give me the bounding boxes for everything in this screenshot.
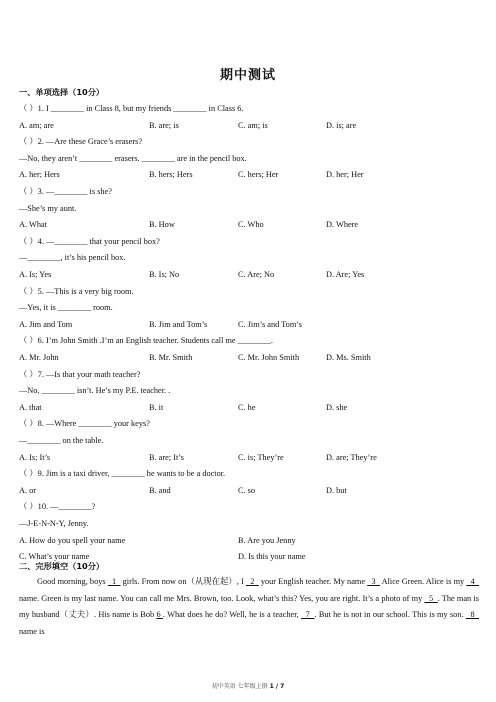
cloze-text: Good morning, boys xyxy=(37,577,108,586)
answer-option[interactable]: C. is; They’re xyxy=(238,452,284,462)
answer-option[interactable]: B. Jim and Tom’s xyxy=(149,319,208,329)
question-stem: （ ）8. —Where ________ your keys? xyxy=(19,419,150,429)
question-stem: （ ）9. Jim is a taxi driver, ________ he wants to be a doctor. xyxy=(19,469,226,479)
answer-option[interactable]: D. is; are xyxy=(326,120,357,130)
answer-option[interactable]: C. Who xyxy=(238,220,264,230)
cloze-blank[interactable]: 3 xyxy=(367,577,380,586)
answer-option[interactable]: D. Is this your name xyxy=(238,552,306,562)
cloze-blank[interactable]: 2 xyxy=(245,577,259,586)
answer-option[interactable]: B. it xyxy=(149,402,164,412)
answer-option[interactable]: C. am; is xyxy=(238,120,268,130)
answer-option[interactable]: D. Where xyxy=(326,220,359,230)
question-stem: （ ）3. —________ is she? xyxy=(19,187,112,196)
answer-option[interactable]: D. Ms. Smith xyxy=(326,353,371,362)
cloze-text: name. Green is my last name. You can call me Mrs. Brown, too. Look, what’s this? Yes, you are right. It’s a photo of my xyxy=(19,593,425,603)
cloze-text: . But he is not in our school. This is my son. xyxy=(314,610,466,619)
footer-course: 初中英语 七年级上册 xyxy=(211,683,268,690)
answer-option[interactable]: C. Jim’s and Tom’s xyxy=(238,319,302,329)
answer-option[interactable]: A. that xyxy=(19,402,42,412)
question-stem: （ ）2. —Are these Grace’s erasers? xyxy=(19,137,143,147)
answer-option[interactable]: D. she xyxy=(326,402,348,412)
answer-option[interactable]: A. or xyxy=(19,485,37,495)
answer-option[interactable]: B. hers; Hers xyxy=(149,170,193,180)
answer-option[interactable]: B. are; is xyxy=(149,120,179,130)
answer-option[interactable]: A. Is; It’s xyxy=(19,452,51,462)
question-stem: （ ）1. I ________ in Class 8, but my friends ________ in Class 6. xyxy=(19,104,244,113)
cloze-blank[interactable]: 1 xyxy=(107,577,121,586)
answer-option[interactable]: C. hers; Her xyxy=(238,170,279,180)
answer-option[interactable]: B. Mr. Smith xyxy=(149,353,193,362)
answer-option[interactable]: D. her; Her xyxy=(326,170,364,180)
cloze-blank[interactable]: 7 xyxy=(301,610,315,619)
answer-option[interactable]: A. Is; Yes xyxy=(19,270,52,279)
answer-option[interactable]: B. Is; No xyxy=(149,270,180,279)
cloze-blank[interactable]: 8 xyxy=(465,610,479,619)
cloze-blank[interactable]: 4 xyxy=(466,577,479,586)
page-footer xyxy=(0,681,496,690)
cloze-text: your English teacher. My name xyxy=(258,577,368,586)
cloze-blank[interactable]: 5 xyxy=(424,593,438,603)
question-stem: （ ）10. —________? xyxy=(19,502,96,512)
answer-option[interactable]: C. Mr. John Smith xyxy=(238,353,300,362)
cloze-text: girls. From now on（从现在起）, I xyxy=(120,577,246,586)
answer-option[interactable]: D. are; They’re xyxy=(326,452,377,462)
answer-option[interactable]: A. What xyxy=(19,220,47,230)
question-stem: （ ）4. —________ that your pencil box? xyxy=(19,236,160,246)
question-dialogue-line: —________ on the table. xyxy=(19,436,104,445)
answer-option[interactable]: C. Are; No xyxy=(238,270,275,279)
answer-option[interactable]: A. Jim and Tom xyxy=(19,319,73,329)
answer-option[interactable]: A. am; are xyxy=(19,120,54,130)
question-dialogue-line: —Yes, it is ________ room. xyxy=(19,303,113,313)
answer-option[interactable]: B. How xyxy=(149,220,175,230)
answer-option[interactable]: B. are; It’s xyxy=(149,452,184,462)
page-title: 期中测试 xyxy=(219,68,276,83)
question-dialogue-line: —She’s my aunt. xyxy=(19,203,77,213)
question-dialogue-line: —________, it’s his pencil box. xyxy=(19,253,126,263)
answer-option[interactable]: C. so xyxy=(238,485,256,495)
cloze-blank[interactable]: 6 xyxy=(156,610,163,619)
cloze-text: name is xyxy=(19,626,45,636)
question-stem: （ ）5. —This is a very big room. xyxy=(19,286,134,296)
cloze-text: . What does he do? Well, he is a teacher, xyxy=(162,610,302,619)
answer-option[interactable]: D. Are; Yes xyxy=(326,270,365,279)
answer-option[interactable]: A. Mr. John xyxy=(19,353,59,362)
cloze-text: . The man is my husband（丈夫）. His name is Bob xyxy=(19,593,479,619)
question-dialogue-line: —No, ________ isn’t. He’s my P.E. teacher. . xyxy=(19,386,171,396)
question-dialogue-line: —No, they aren’t ________ erasers. ________ are in the pencil box. xyxy=(19,153,247,163)
section-heading-cloze: 二、完形填空（10分） xyxy=(19,561,105,571)
cloze-passage xyxy=(19,574,479,640)
question-stem: （ ）6. I’m John Smith .I’m an English teacher. Students call me ________. xyxy=(19,336,273,346)
section-heading-multiple-choice: 一、单项选择（10分） xyxy=(19,87,105,97)
answer-option[interactable]: B. Are you Jenny xyxy=(238,535,296,545)
answer-option[interactable]: C. he xyxy=(238,402,256,412)
answer-option[interactable]: A. her; Hers xyxy=(19,170,60,180)
question-dialogue-line: —J-E-N-N-Y, Jenny. xyxy=(19,519,89,528)
answer-option[interactable]: C. What’s your name xyxy=(19,552,90,562)
footer-page-number: 1 / 7 xyxy=(269,683,285,690)
answer-option[interactable]: A. How do you spell your name xyxy=(19,535,126,545)
question-stem: （ ）7. —Is that your math teacher? xyxy=(19,369,141,379)
answer-option[interactable]: D. but xyxy=(326,485,347,495)
cloze-text: Alice Green. Alice is my xyxy=(379,577,467,586)
answer-option[interactable]: B. and xyxy=(149,485,171,495)
